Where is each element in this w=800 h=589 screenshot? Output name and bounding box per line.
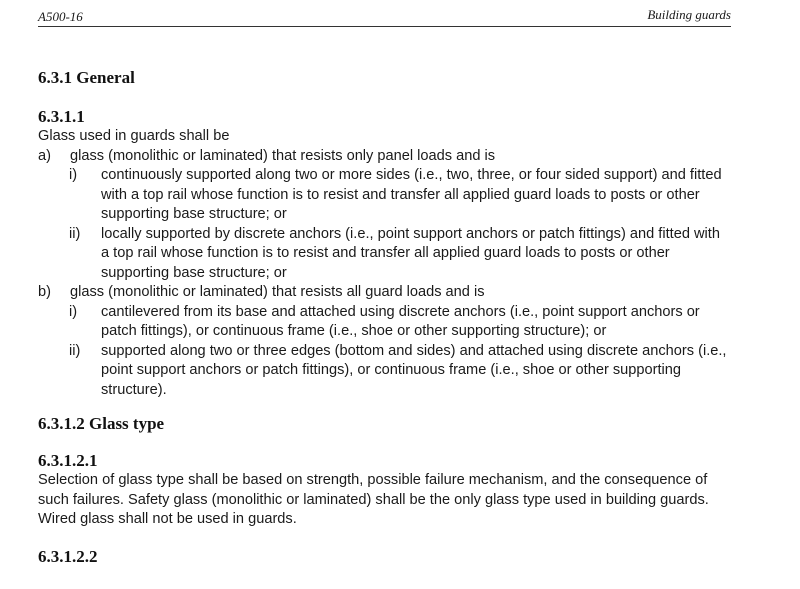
clause-text: Selection of glass type shall be based on strength, possible failure mechanism, and the consequence of such failures. Safety glass (monolithic or laminated) shall be the only glass type used in building guards. Wired glass shall not be used in guards. [38, 472, 709, 527]
sub-list-marker: i) [69, 167, 78, 183]
sub-list-item-text: locally supported by discrete anchors (i.e., point support anchors or patch fittings) and fitted with a top rail whose function is to resist and transfer all applied guard loads to posts or other supporting base structure; or [101, 225, 720, 281]
list-item [38, 147, 731, 167]
sub-list-item [38, 342, 731, 401]
clause-heading-6-3-1-1: 6.3.1.1 [38, 107, 85, 126]
list-marker: a) [38, 147, 51, 164]
sub-list-item [38, 166, 731, 225]
sub-list-marker: ii) [69, 225, 81, 242]
sub-list-item-text: cantilevered from its base and attached using discrete anchors (i.e., point support anchors or patch fittings), or continuous frame (i.e., shoe or other supporting structure); or [101, 303, 700, 339]
list-item-text: glass (monolithic or laminated) that resists all guard loads and is [70, 284, 485, 300]
clause-heading-6-3-1-2-2: 6.3.1.2.2 [38, 546, 98, 566]
list-item [38, 283, 731, 303]
sub-list-marker: i) [69, 303, 78, 320]
standard-number: A500-16 [38, 9, 83, 24]
sub-list-marker: ii) [69, 342, 81, 359]
running-header [38, 0, 731, 27]
list-marker: b) [38, 284, 51, 300]
clause-heading-6-3-1-2-1: 6.3.1.2.1 [38, 451, 98, 470]
section-heading-glass-type: 6.3.1.2 Glass type [38, 414, 165, 433]
document-page [38, 0, 731, 567]
clause-intro: Glass used in guards shall be [38, 128, 230, 144]
sub-list-item [38, 303, 731, 342]
sub-list-item-text: continuously supported along two or more sides (i.e., two, three, or four sided support) and fitted with a top rail whose function is to resist and transfer all applied guard loads to posts or other supporting base structure; or [101, 167, 722, 222]
sub-list-item [38, 225, 731, 284]
chapter-title: Building guards [647, 7, 731, 22]
section-heading-general: 6.3.1 General [38, 68, 135, 87]
sub-list-item-text: supported along two or three edges (bottom and sides) and attached using discrete anchors (i.e., point support anchors or patch fittings), or continuous frame (i.e., shoe or other supporting structure). [101, 342, 727, 398]
list-item-text: glass (monolithic or laminated) that resists only panel loads and is [70, 147, 496, 164]
